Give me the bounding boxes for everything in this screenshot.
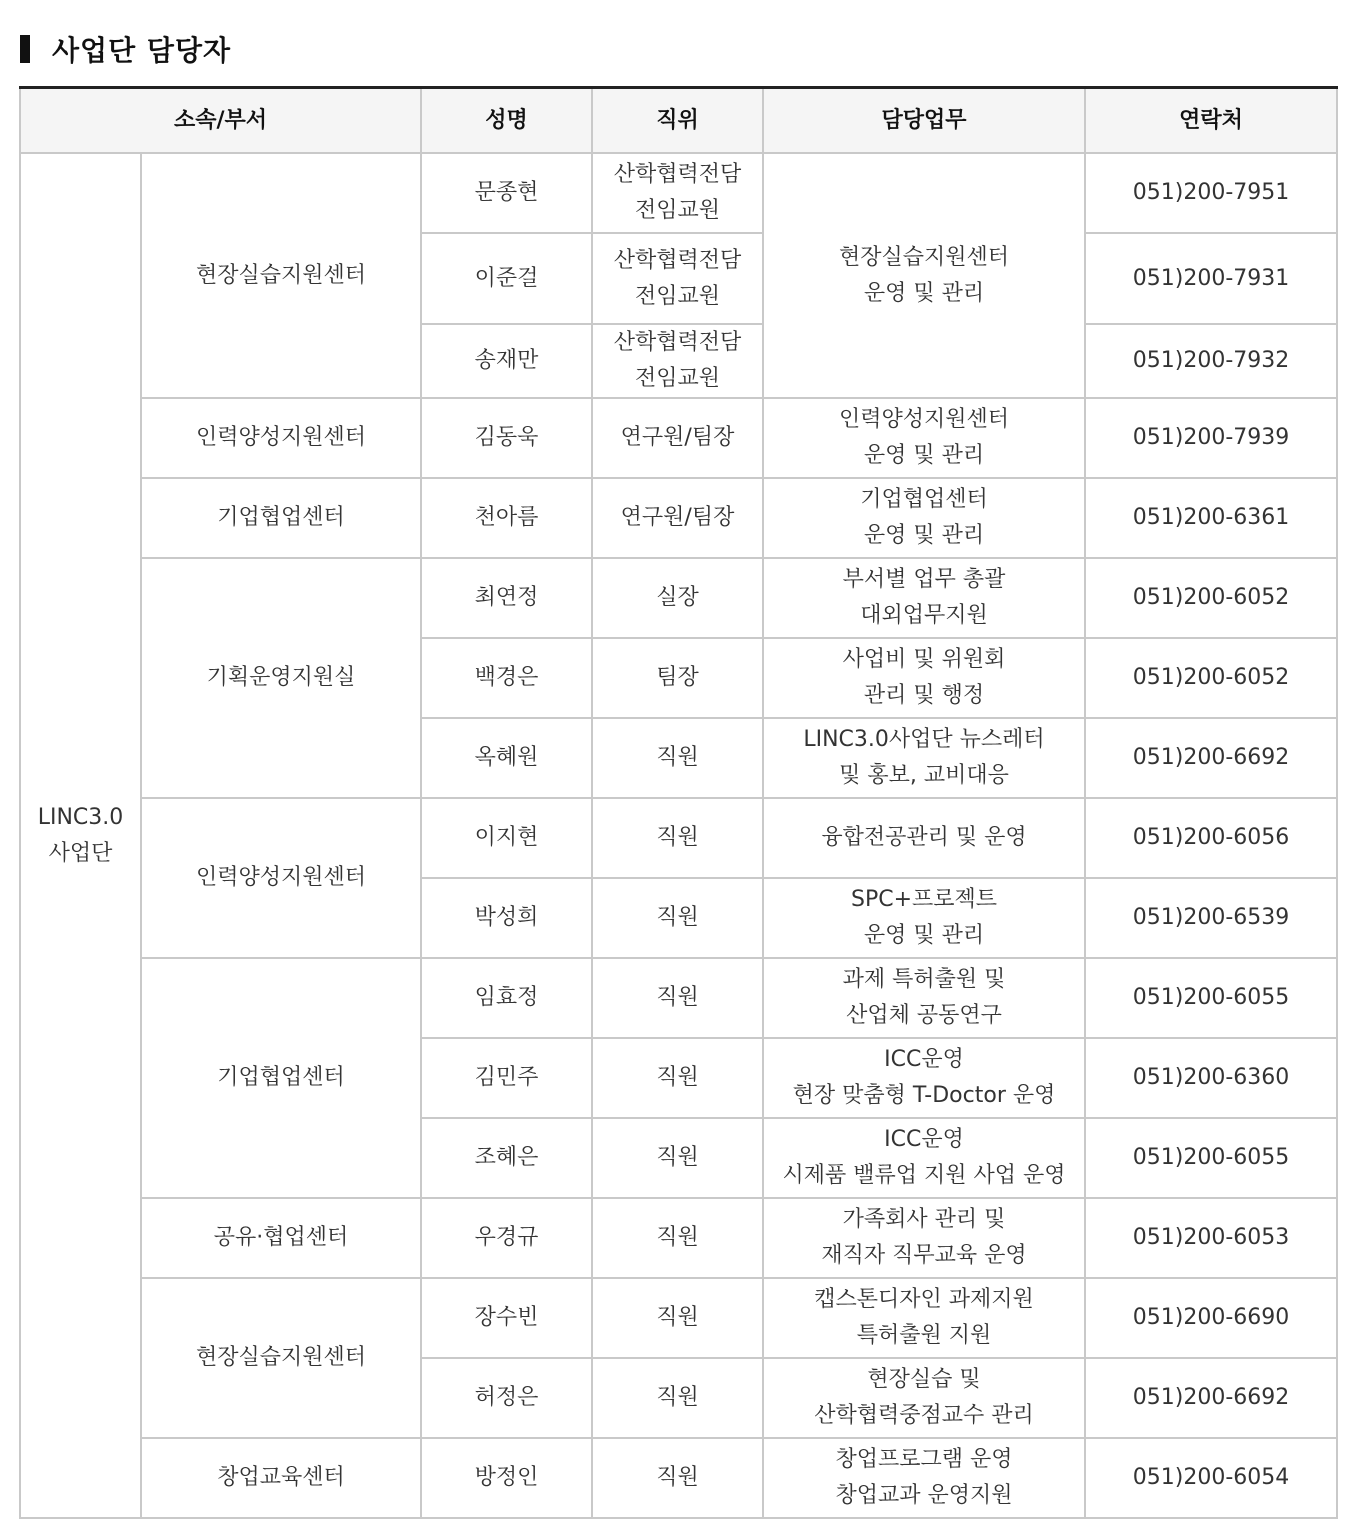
duty-cell-line: 사업비 및 위원회 <box>842 647 1006 672</box>
position-cell <box>592 1038 763 1118</box>
contact-cell: 051)200-7931 <box>1085 233 1337 324</box>
position-cell <box>592 558 763 638</box>
name-cell: 조혜은 <box>421 1118 592 1198</box>
table-row <box>20 798 1337 878</box>
position-cell-line: 산학협력전담 <box>613 162 742 187</box>
table-header-row <box>20 88 1337 154</box>
contact-cell: 051)200-6360 <box>1085 1038 1337 1118</box>
contact-cell: 051)200-6053 <box>1085 1198 1337 1278</box>
name-cell: 문종현 <box>421 153 592 233</box>
duty-cell-line: ICC운영 <box>884 1127 964 1152</box>
duty-cell <box>763 478 1085 558</box>
duty-cell-line: 현장실습지원센터 <box>839 244 1010 270</box>
duty-cell <box>763 558 1085 638</box>
position-cell-line: 직원 <box>656 1385 699 1410</box>
duty-cell-line: 과제 특허출원 및 <box>842 967 1006 992</box>
position-cell <box>592 1198 763 1278</box>
duty-cell-line: 재직자 직무교육 운영 <box>821 1243 1027 1268</box>
duty-cell-line: 기업협업센터 <box>860 487 988 512</box>
name-cell: 김동욱 <box>421 398 592 478</box>
center-cell: 인력양성지원센터 <box>141 798 421 958</box>
name-cell: 백경은 <box>421 638 592 718</box>
duty-cell-line: 운영 및 관리 <box>863 923 985 948</box>
name-cell: 송재만 <box>421 324 592 398</box>
center-cell: 기획운영지원실 <box>141 558 421 798</box>
position-cell <box>592 1438 763 1518</box>
contact-cell: 051)200-6056 <box>1085 798 1337 878</box>
org-cell-line: LINC3.0 <box>37 804 124 830</box>
position-cell <box>592 1118 763 1198</box>
duty-cell-line: 대외업무지원 <box>860 603 988 628</box>
duty-cell-line: 캡스톤디자인 과제지원 <box>814 1287 1034 1312</box>
position-cell <box>592 478 763 558</box>
duty-cell <box>763 1358 1085 1438</box>
name-cell: 천아름 <box>421 478 592 558</box>
duty-cell-line: 현장실습 및 <box>867 1367 981 1392</box>
duty-cell-line: 융합전공관리 및 운영 <box>821 825 1027 850</box>
contact-cell: 051)200-7951 <box>1085 153 1337 233</box>
table-row <box>20 1198 1337 1278</box>
duty-cell <box>763 398 1085 478</box>
duty-cell-line: SPC+프로젝트 <box>850 887 998 912</box>
staff-table <box>19 86 1338 1519</box>
center-cell: 공유·협업센터 <box>141 1198 421 1278</box>
position-cell <box>592 718 763 798</box>
position-cell-line: 직원 <box>656 905 699 930</box>
duty-cell-line: 관리 및 행정 <box>863 683 985 708</box>
section-header <box>20 30 231 68</box>
duty-cell-line: 운영 및 관리 <box>863 523 985 548</box>
duty-cell-line: ICC운영 <box>884 1047 964 1072</box>
contact-cell: 051)200-7932 <box>1085 324 1337 398</box>
contact-cell: 051)200-6361 <box>1085 478 1337 558</box>
position-cell <box>592 1358 763 1438</box>
duty-cell-line: 특허출원 지원 <box>856 1323 992 1348</box>
position-cell-line: 직원 <box>656 825 699 850</box>
position-cell <box>592 398 763 478</box>
name-cell: 이지현 <box>421 798 592 878</box>
position-cell-line: 산학협력전담 <box>613 330 742 355</box>
contact-cell: 051)200-6692 <box>1085 718 1337 798</box>
duty-cell <box>763 718 1085 798</box>
name-cell: 박성희 <box>421 878 592 958</box>
position-cell <box>592 233 763 324</box>
duty-cell-line: LINC3.0사업단 뉴스레터 <box>803 727 1045 752</box>
name-cell: 허정은 <box>421 1358 592 1438</box>
table-row <box>20 398 1337 478</box>
duty-cell-line: 산업체 공동연구 <box>846 1003 1002 1028</box>
header-affiliation: 소속/부서 <box>20 88 421 154</box>
name-cell: 이준걸 <box>421 233 592 324</box>
name-cell: 우경규 <box>421 1198 592 1278</box>
duty-cell <box>763 1038 1085 1118</box>
duty-cell-line: 부서별 업무 총괄 <box>842 567 1006 592</box>
center-cell: 기업협업센터 <box>141 478 421 558</box>
header-position: 직위 <box>592 88 763 154</box>
position-cell-line: 직원 <box>656 1065 699 1090</box>
duty-cell-line: 창업프로그램 운영 <box>835 1447 1013 1472</box>
position-cell-line: 직원 <box>656 1145 699 1170</box>
table-row <box>20 478 1337 558</box>
contact-cell: 051)200-6054 <box>1085 1438 1337 1518</box>
position-cell-line: 산학협력전담 <box>613 247 742 273</box>
duty-cell <box>763 1278 1085 1358</box>
org-cell <box>20 153 141 1518</box>
name-cell: 옥혜원 <box>421 718 592 798</box>
contact-cell: 051)200-6539 <box>1085 878 1337 958</box>
name-cell: 임효정 <box>421 958 592 1038</box>
duty-cell-line: 및 홍보, 교비대응 <box>839 763 1009 788</box>
position-cell-line: 직원 <box>656 745 699 770</box>
position-cell <box>592 324 763 398</box>
center-cell: 현장실습지원센터 <box>141 1278 421 1438</box>
table-row <box>20 958 1337 1038</box>
position-cell <box>592 878 763 958</box>
duty-cell <box>763 1118 1085 1198</box>
position-cell <box>592 958 763 1038</box>
position-cell-line: 실장 <box>656 585 699 610</box>
duty-cell-line: 인력양성지원센터 <box>839 407 1010 432</box>
header-name: 성명 <box>421 88 592 154</box>
position-cell-line: 전임교원 <box>635 283 721 309</box>
position-cell-line: 직원 <box>656 1465 699 1490</box>
table-row <box>20 1278 1337 1358</box>
position-cell-line: 직원 <box>656 985 699 1010</box>
name-cell: 장수빈 <box>421 1278 592 1358</box>
table-row <box>20 558 1337 638</box>
center-cell: 인력양성지원센터 <box>141 398 421 478</box>
center-cell: 현장실습지원센터 <box>141 153 421 398</box>
center-cell: 기업협업센터 <box>141 958 421 1198</box>
duty-cell <box>763 1438 1085 1518</box>
position-cell <box>592 798 763 878</box>
duty-cell <box>763 153 1085 398</box>
contact-cell: 051)200-6052 <box>1085 638 1337 718</box>
duty-cell <box>763 878 1085 958</box>
position-cell-line: 연구원/팀장 <box>620 425 735 450</box>
contact-cell: 051)200-6052 <box>1085 558 1337 638</box>
position-cell-line: 전임교원 <box>635 366 721 391</box>
position-cell <box>592 638 763 718</box>
contact-cell: 051)200-6690 <box>1085 1278 1337 1358</box>
duty-cell-line: 산학협력중점교수 관리 <box>814 1403 1034 1428</box>
header-duty: 담당업무 <box>763 88 1085 154</box>
table-row <box>20 1438 1337 1518</box>
duty-cell <box>763 958 1085 1038</box>
name-cell: 최연정 <box>421 558 592 638</box>
duty-cell-line: 현장 맞춤형 T-Doctor 운영 <box>792 1083 1056 1108</box>
name-cell: 김민주 <box>421 1038 592 1118</box>
duty-cell <box>763 1198 1085 1278</box>
duty-cell-line: 운영 및 관리 <box>863 280 985 306</box>
position-cell-line: 직원 <box>656 1225 699 1250</box>
position-cell <box>592 153 763 233</box>
duty-cell-line: 창업교과 운영지원 <box>835 1483 1013 1508</box>
contact-cell: 051)200-6055 <box>1085 1118 1337 1198</box>
duty-cell <box>763 798 1085 878</box>
title-marker <box>20 35 30 63</box>
name-cell: 방정인 <box>421 1438 592 1518</box>
contact-cell: 051)200-7939 <box>1085 398 1337 478</box>
contact-cell: 051)200-6692 <box>1085 1358 1337 1438</box>
contact-cell: 051)200-6055 <box>1085 958 1337 1038</box>
org-cell-line: 사업단 <box>48 840 113 866</box>
position-cell <box>592 1278 763 1358</box>
page-title: 사업단 담당자 <box>52 34 232 67</box>
position-cell-line: 전임교원 <box>635 198 721 223</box>
center-cell: 창업교육센터 <box>141 1438 421 1518</box>
table-body <box>20 153 1337 1518</box>
position-cell-line: 연구원/팀장 <box>620 505 735 530</box>
duty-cell <box>763 638 1085 718</box>
position-cell-line: 직원 <box>656 1305 699 1330</box>
position-cell-line: 팀장 <box>656 665 699 690</box>
duty-cell-line: 가족회사 관리 및 <box>842 1207 1006 1232</box>
duty-cell-line: 운영 및 관리 <box>863 443 985 468</box>
header-contact: 연락처 <box>1085 88 1337 154</box>
table-row <box>20 153 1337 233</box>
duty-cell-line: 시제품 밸류업 지원 사업 운영 <box>782 1163 1066 1188</box>
